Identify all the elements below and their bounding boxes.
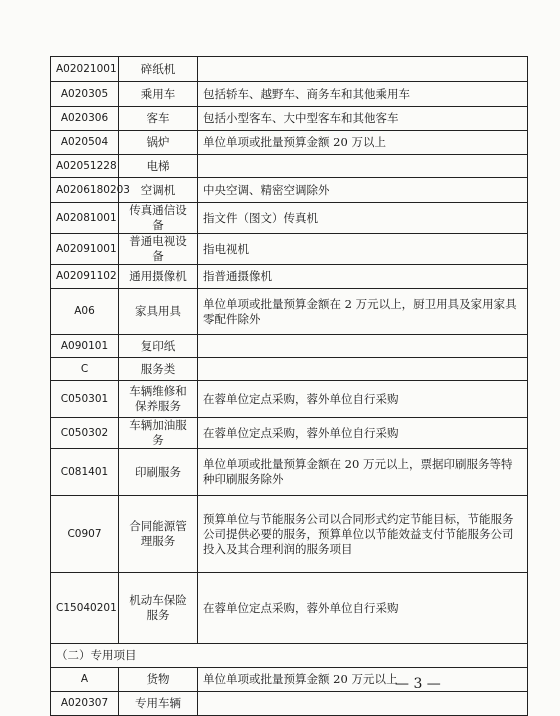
item-note: 单位单项或批量预算金额在 20 万元以上，票据印刷服务等特种印刷服务除外: [198, 449, 528, 496]
item-note: 预算单位与节能服务公司以合同形式约定节能目标，节能服务公司提供必要的服务，预算单位以节能效益支付节能服务公司投入及其合理利润的服务项目: [198, 496, 528, 573]
item-code: A0206180203: [51, 178, 119, 203]
table-row: [51, 449, 528, 496]
item-code: C081401: [51, 449, 119, 496]
item-note: [198, 692, 528, 716]
item-code: A06: [51, 289, 119, 335]
item-code: A02021001: [51, 57, 119, 82]
item-note: 中央空调、精密空调除外: [198, 178, 528, 203]
item-name: 客车: [119, 107, 198, 131]
item-note: 指电视机: [198, 234, 528, 265]
table-row: [51, 496, 528, 573]
item-note: [198, 335, 528, 358]
table-row: [51, 418, 528, 449]
table-row: [51, 668, 528, 692]
item-note: 包括小型客车、大中型客车和其他客车: [198, 107, 528, 131]
item-name: 货物: [119, 668, 198, 692]
item-name: 锅炉: [119, 131, 198, 155]
item-code: C050301: [51, 381, 119, 418]
item-code: A020307: [51, 692, 119, 716]
item-name: 乘用车: [119, 82, 198, 107]
item-code: C15040201: [51, 573, 119, 644]
item-code: A020306: [51, 107, 119, 131]
item-code: A090101: [51, 335, 119, 358]
item-name: 印刷服务: [119, 449, 198, 496]
table-row: [51, 381, 528, 418]
table-row: [51, 131, 528, 155]
item-note: 在蓉单位定点采购，蓉外单位自行采购: [198, 418, 528, 449]
table-row: [51, 265, 528, 289]
item-note: 包括轿车、越野车、商务车和其他乘用车: [198, 82, 528, 107]
item-note: 指文件（图文）传真机: [198, 203, 528, 234]
item-name: 专用车辆: [119, 692, 198, 716]
item-code: A: [51, 668, 119, 692]
item-name: 家具用具: [119, 289, 198, 335]
item-name: 车辆维修和保养服务: [119, 381, 198, 418]
item-name: 复印纸: [119, 335, 198, 358]
table-row: [51, 234, 528, 265]
table-row: [51, 335, 528, 358]
table-row: [51, 82, 528, 107]
item-note: [198, 155, 528, 178]
item-code: A02051228: [51, 155, 119, 178]
item-code: A020504: [51, 131, 119, 155]
page-number: — 3 —: [395, 676, 441, 692]
item-note: 单位单项或批量预算金额 20 万以上: [198, 131, 528, 155]
table-row: [51, 203, 528, 234]
table-row: [51, 289, 528, 335]
item-code: C: [51, 358, 119, 381]
item-name: 合同能源管理服务: [119, 496, 198, 573]
procurement-table: [50, 56, 528, 716]
item-code: C050302: [51, 418, 119, 449]
table-row: [51, 155, 528, 178]
item-name: 普通电视设备: [119, 234, 198, 265]
item-note: [198, 57, 528, 82]
table-row: [51, 573, 528, 644]
item-name: 服务类: [119, 358, 198, 381]
table-row: [51, 692, 528, 716]
item-code: A020305: [51, 82, 119, 107]
item-code: A02091102: [51, 265, 119, 289]
item-code: A02091001: [51, 234, 119, 265]
item-name: 碎纸机: [119, 57, 198, 82]
table-row: [51, 178, 528, 203]
section-row: [51, 644, 528, 668]
item-note: 在蓉单位定点采购，蓉外单位自行采购: [198, 573, 528, 644]
section-title: （二）专用项目: [51, 644, 528, 668]
item-name: 机动车保险服务: [119, 573, 198, 644]
item-name: 空调机: [119, 178, 198, 203]
item-note: [198, 358, 528, 381]
item-note: 单位单项或批量预算金额 20 万元以上: [198, 668, 528, 692]
item-name: 电梯: [119, 155, 198, 178]
item-note: 在蓉单位定点采购，蓉外单位自行采购: [198, 381, 528, 418]
item-name: 传真通信设备: [119, 203, 198, 234]
item-note: 单位单项或批量预算金额在 2 万元以上，厨卫用具及家用家具零配件除外: [198, 289, 528, 335]
item-name: 通用摄像机: [119, 265, 198, 289]
item-code: A02081001: [51, 203, 119, 234]
table-row: [51, 57, 528, 82]
table-row: [51, 107, 528, 131]
item-code: C0907: [51, 496, 119, 573]
item-name: 车辆加油服务: [119, 418, 198, 449]
item-note: 指普通摄像机: [198, 265, 528, 289]
table-row: [51, 358, 528, 381]
